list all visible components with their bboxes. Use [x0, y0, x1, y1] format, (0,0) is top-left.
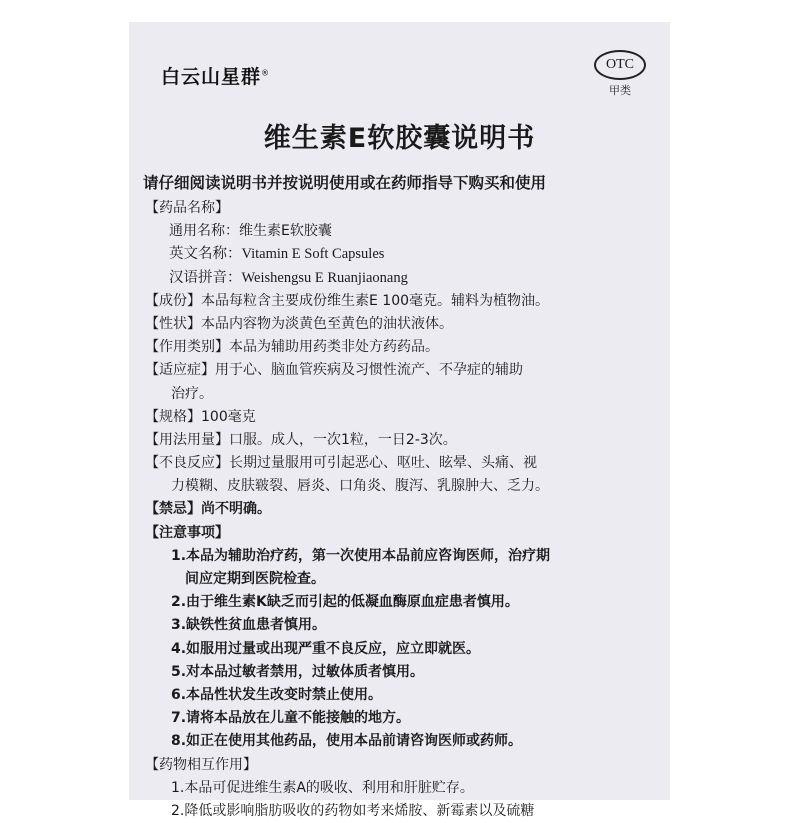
usage-notice: 请仔细阅读说明书并按说明使用或在药师指导下购买和使用: [143, 174, 547, 192]
leaflet-body: [145, 197, 655, 823]
precaution-item-4: 4.如服用过量或出现严重不良反应，应立即就医。: [171, 640, 481, 657]
registered-mark: ®: [261, 68, 271, 78]
section-ingredients: 【成份】本品每粒含主要成份维生素E 100毫克。辅料为植物油。: [145, 292, 550, 309]
otc-badge-group: [594, 50, 646, 98]
section-category: 【作用类别】本品为辅助用药类非处方药药品。: [145, 339, 439, 356]
precaution-item-8: 8.如正在使用其他药品，使用本品前请咨询医师或药师。: [171, 733, 523, 750]
precaution-item-1: 1.本品为辅助治疗药，第一次使用本品前应咨询医师，治疗期: [171, 547, 551, 564]
section-appearance: 【性状】本品内容物为淡黄色至黄色的油状液体。: [145, 315, 453, 332]
english-name: 英文名称：Vitamin E Soft Capsules: [169, 246, 385, 263]
interaction-item-2: 2.降低或影响脂肪吸收的药物如考来烯胺、新霉素以及硫糖: [171, 802, 535, 819]
precaution-item-7: 7.请将本品放在儿童不能接触的地方。: [171, 710, 411, 727]
precaution-item-1-cont: 间应定期到医院检查。: [185, 571, 325, 587]
section-precautions-heading: 【注意事项】: [145, 524, 229, 541]
section-contraindications: 【禁忌】尚不明确。: [145, 501, 271, 518]
otc-category: 甲类: [609, 84, 631, 97]
section-indications: 【适应症】用于心、脑血管疾病及习惯性流产、不孕症的辅助: [145, 362, 523, 379]
section-adverse-reactions: 【不良反应】长期过量服用可引起恶心、呕吐、眩晕、头痛、视: [145, 455, 537, 472]
brand-logo: [161, 62, 270, 89]
section-interactions-heading: 【药物相互作用】: [145, 756, 257, 773]
document-title: 维生素E软胶囊说明书: [263, 123, 536, 154]
section-adverse-reactions-cont: 力模糊、皮肤皲裂、唇炎、口角炎、腹泻、乳腺肿大、乏力。: [171, 478, 549, 495]
pinyin-name: 汉语拼音：Weishengsu E Ruanjiaonang: [169, 269, 408, 286]
precaution-item-2: 2.由于维生素K缺乏而引起的低凝血酶原血症患者慎用。: [171, 594, 519, 611]
precaution-item-3: 3.缺铁性贫血患者慎用。: [171, 617, 327, 634]
brand-name: 白云山星群: [161, 66, 262, 88]
section-indications-cont: 治疗。: [171, 385, 213, 402]
generic-name: 通用名称：维生素E软胶囊: [169, 223, 332, 240]
section-drug-name-heading: 【药品名称】: [145, 200, 229, 216]
section-dosage: 【用法用量】口服。成人，一次1粒，一日2-3次。: [145, 431, 457, 448]
otc-badge: OTC: [594, 50, 646, 80]
leaflet-page: [129, 22, 670, 819]
section-specification: 【规格】100毫克: [145, 408, 256, 425]
precaution-item-5: 5.对本品过敏者禁用，过敏体质者慎用。: [171, 663, 425, 680]
interaction-item-1: 1.本品可促进维生素A的吸收、利用和肝脏贮存。: [171, 779, 474, 796]
precaution-item-6: 6.本品性状发生改变时禁止使用。: [171, 686, 383, 703]
